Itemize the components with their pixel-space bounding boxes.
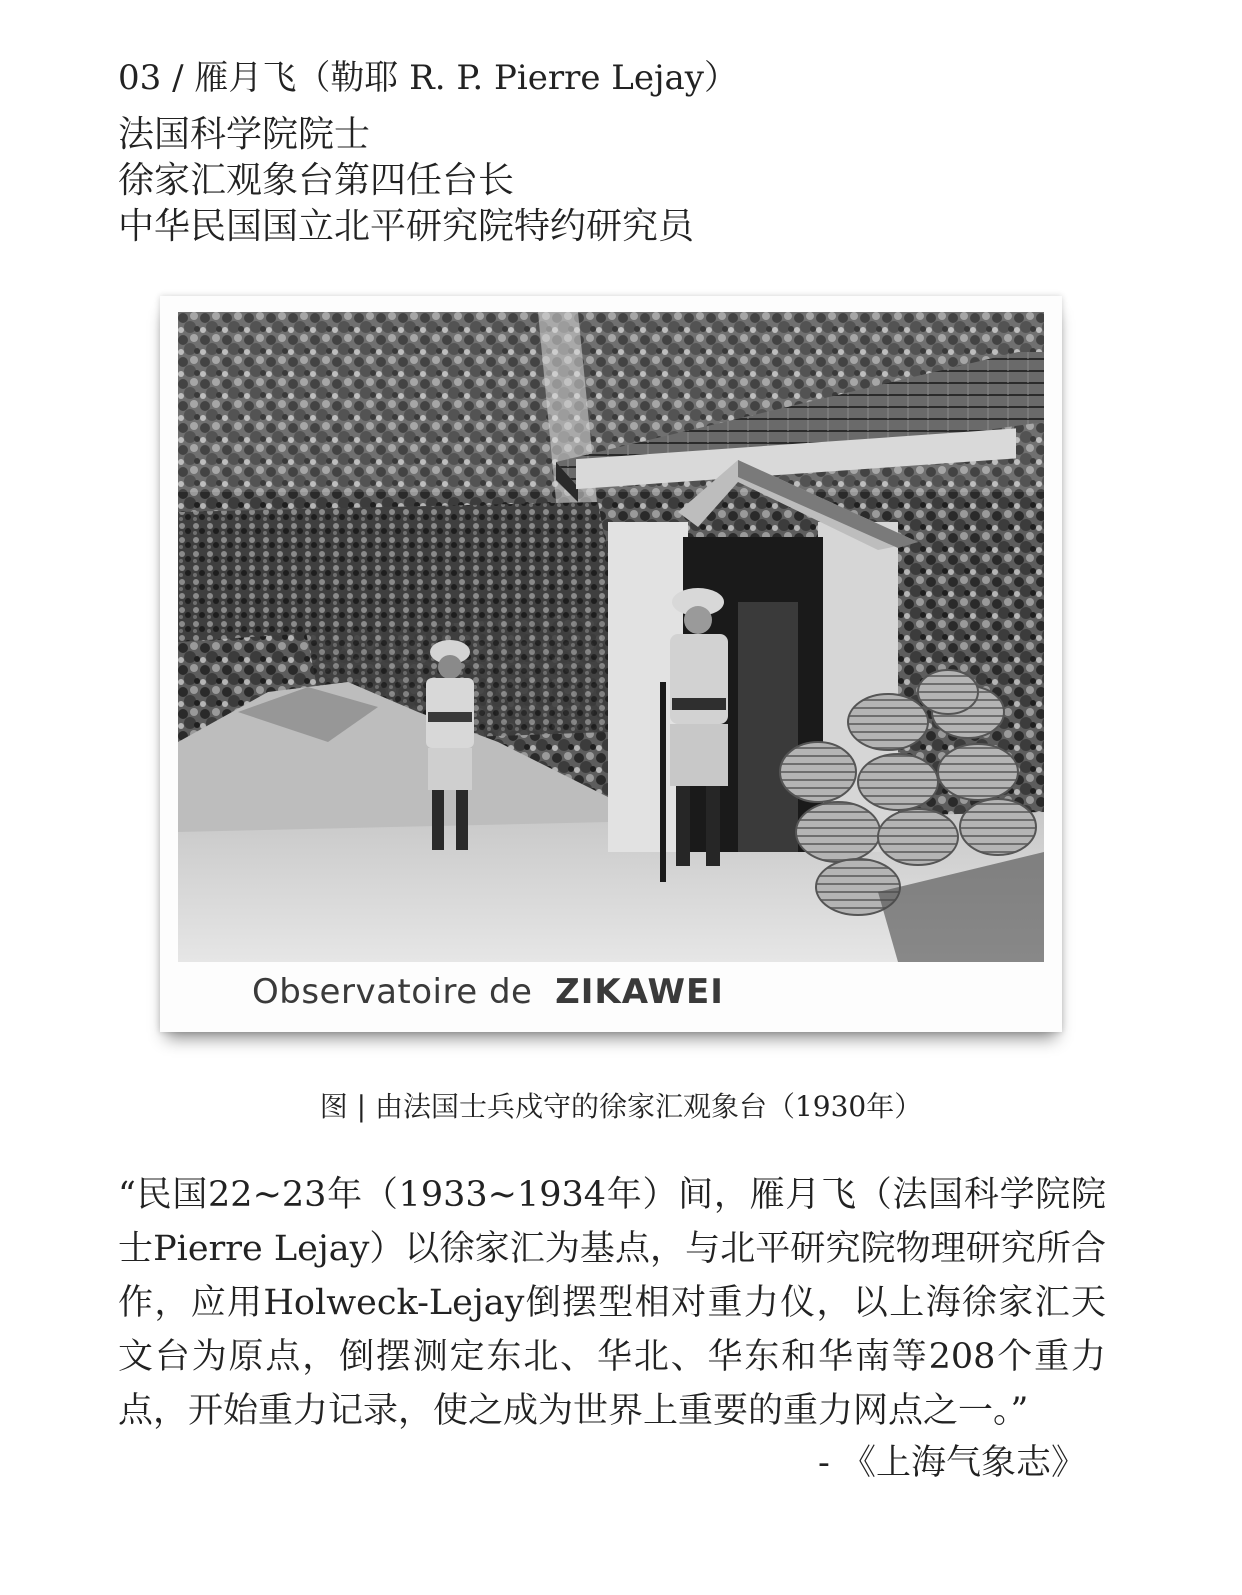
figure-caption: 图 | 由法国士兵戍守的徐家汇观象台（1930年） [319, 1090, 923, 1123]
section-heading: 03 / 雁月飞（勒耶 R. P. Pierre Lejay） [118, 58, 738, 98]
photo-caption [252, 972, 724, 1012]
photo-illustration [178, 312, 1044, 962]
title-line: 徐家汇观象台第四任台长 [118, 160, 515, 201]
quote-source: - 《上海气象志》 [818, 1443, 1086, 1483]
title-list [118, 112, 694, 250]
historical-photo [178, 312, 1044, 962]
photo-card [160, 296, 1062, 1032]
photo-caption-bold: ZIKAWEI [555, 972, 724, 1012]
quote-paragraph: “民国22~23年（1933~1934年）间，雁月飞（法国科学院院士Pierre Lejay）以徐家汇为基点，与北平研究院物理研究所合作，应用Holweck-Lejay倒摆型相对重力仪，以上海徐家汇天文台为原点，倒摆测定东北、华北、华东和华南等208个重力点，开始重力记录，使之成为世界上重要的重力网点之一。” [118, 1175, 1106, 1431]
photo-caption-prefix: Observatoire de [252, 972, 533, 1012]
title-line: 中华民国国立北平研究院特约研究员 [118, 206, 695, 247]
title-line: 法国科学院院士 [118, 114, 371, 155]
